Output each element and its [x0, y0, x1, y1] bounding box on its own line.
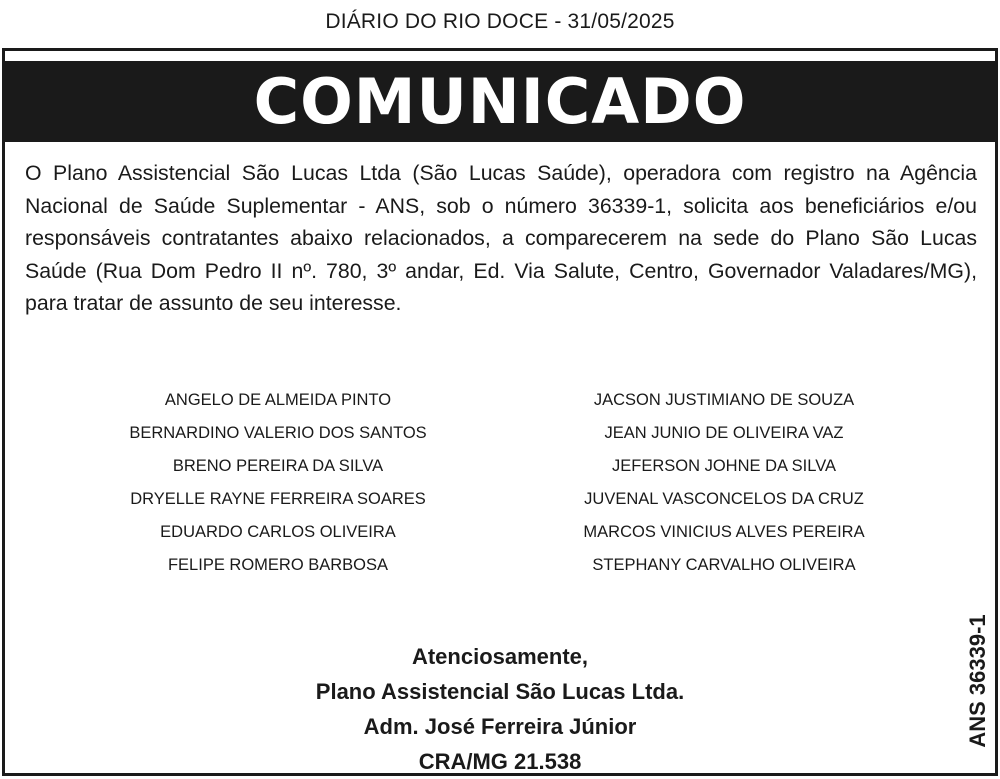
announcement-frame: [2, 48, 998, 776]
list-item: DRYELLE RAYNE FERREIRA SOARES: [130, 490, 426, 508]
signature-block: [5, 639, 995, 779]
list-item: EDUARDO CARLOS OLIVEIRA: [160, 523, 396, 541]
list-item: JEAN JUNIO DE OLIVEIRA VAZ: [604, 424, 844, 442]
company-name: Plano Assistencial São Lucas Ltda.: [315, 679, 685, 704]
administrator-name: Adm. José Ferreira Júnior: [363, 714, 637, 739]
list-item: JUVENAL VASCONCELOS DA CRUZ: [584, 490, 864, 508]
beneficiary-column-right: [524, 384, 924, 582]
beneficiary-column-left: [78, 384, 478, 582]
closing-line: Atenciosamente,: [411, 644, 589, 669]
announcement-body: O Plano Assistencial São Lucas Ltda (São Lucas Saúde), operadora com registro na Agência Nacional de Saúde Suplementar - ANS, sob o número 36339-1, solicita aos beneficiários e/ou responsáveis contratantes abaixo relacionados, a comparecerem na sede do Plano São Lucas Saúde (Rua Dom Pedro II nº. 780, 3º andar, Ed. Via Salute, Centro, Governador Valadares/MG), para tratar de assunto de seu interesse.: [25, 161, 977, 315]
announcement-title: COMUNICADO: [253, 64, 747, 138]
title-banner: [5, 61, 995, 142]
list-item: JEFERSON JOHNE DA SILVA: [611, 457, 837, 475]
list-item: ANGELO DE ALMEIDA PINTO: [164, 391, 392, 409]
list-item: BRENO PEREIRA DA SILVA: [172, 457, 384, 475]
list-item: BERNARDINO VALERIO DOS SANTOS: [129, 424, 427, 442]
publication-header: DIÁRIO DO RIO DOCE - 31/05/2025: [325, 10, 675, 33]
list-item: FELIPE ROMERO BARBOSA: [167, 556, 389, 574]
registration-number: CRA/MG 21.538: [418, 749, 582, 774]
list-item: STEPHANY CARVALHO OLIVEIRA: [592, 556, 856, 574]
ans-side-label: [961, 601, 995, 761]
list-item: JACSON JUSTIMIANO DE SOUZA: [593, 391, 855, 409]
ans-label-text: ANS 36339-1: [965, 614, 990, 748]
list-item: MARCOS VINICIUS ALVES PEREIRA: [583, 523, 865, 541]
